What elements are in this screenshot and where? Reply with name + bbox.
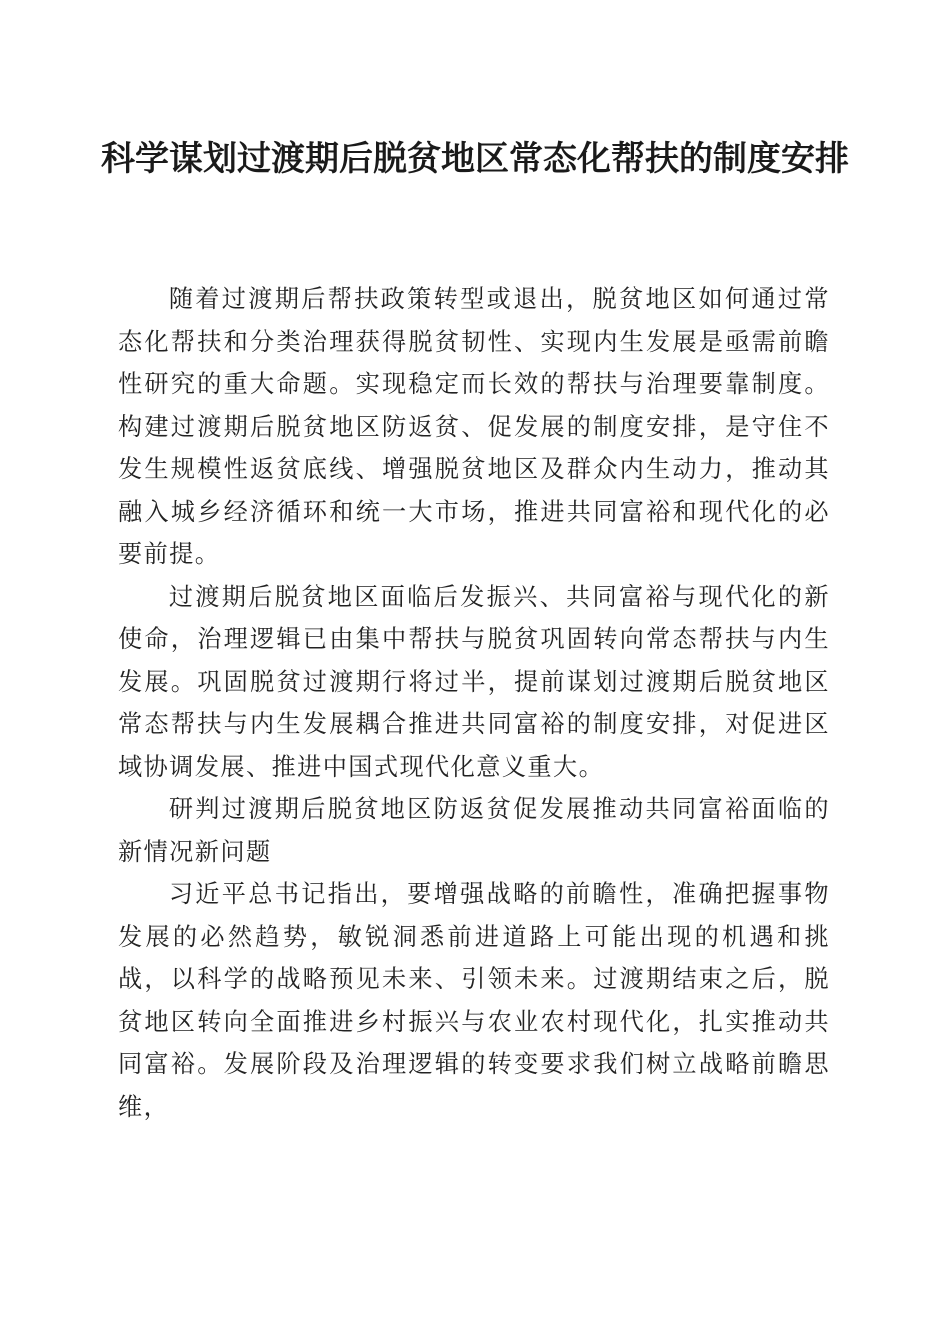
document-title: 科学谋划过渡期后脱贫地区常态化帮扶的制度安排 [101, 139, 849, 179]
paragraph: 习近平总书记指出，要增强战略的前瞻性，准确把握事物发展的必然趋势，敏锐洞悉前进道路上可能出现的机遇和挑战，以科学的战略预见未来、引领未来。过渡期结束之后，脱贫地区转向全面推进乡村振兴与农业农村现代化，扎实推动共同富裕。发展阶段及治理逻辑的转变要求我们树立战略前瞻思维， [118, 880, 830, 1121]
section-heading: 研判过渡期后脱贫地区防返贫促发展推动共同富裕面临的新情况新问题 [118, 795, 830, 866]
paragraph: 过渡期后脱贫地区面临后发振兴、共同富裕与现代化的新使命，治理逻辑已由集中帮扶与脱贫巩固转向常态帮扶与内生发展。巩固脱贫过渡期行将过半，提前谋划过渡期后脱贫地区常态帮扶与内生发展耦合推进共同富裕的制度安排，对促进区域协调发展、推进中国式现代化意义重大。 [118, 582, 830, 781]
document-body [118, 278, 830, 1128]
paragraph: 随着过渡期后帮扶政策转型或退出，脱贫地区如何通过常态化帮扶和分类治理获得脱贫韧性、实现内生发展是亟需前瞻性研究的重大命题。实现稳定而长效的帮扶与治理要靠制度。构建过渡期后脱贫地区防返贫、促发展的制度安排，是守住不发生规模性返贫底线、增强脱贫地区及群众内生动力，推动其融入城乡经济循环和统一大市场，推进共同富裕和现代化的必要前提。 [118, 285, 830, 568]
